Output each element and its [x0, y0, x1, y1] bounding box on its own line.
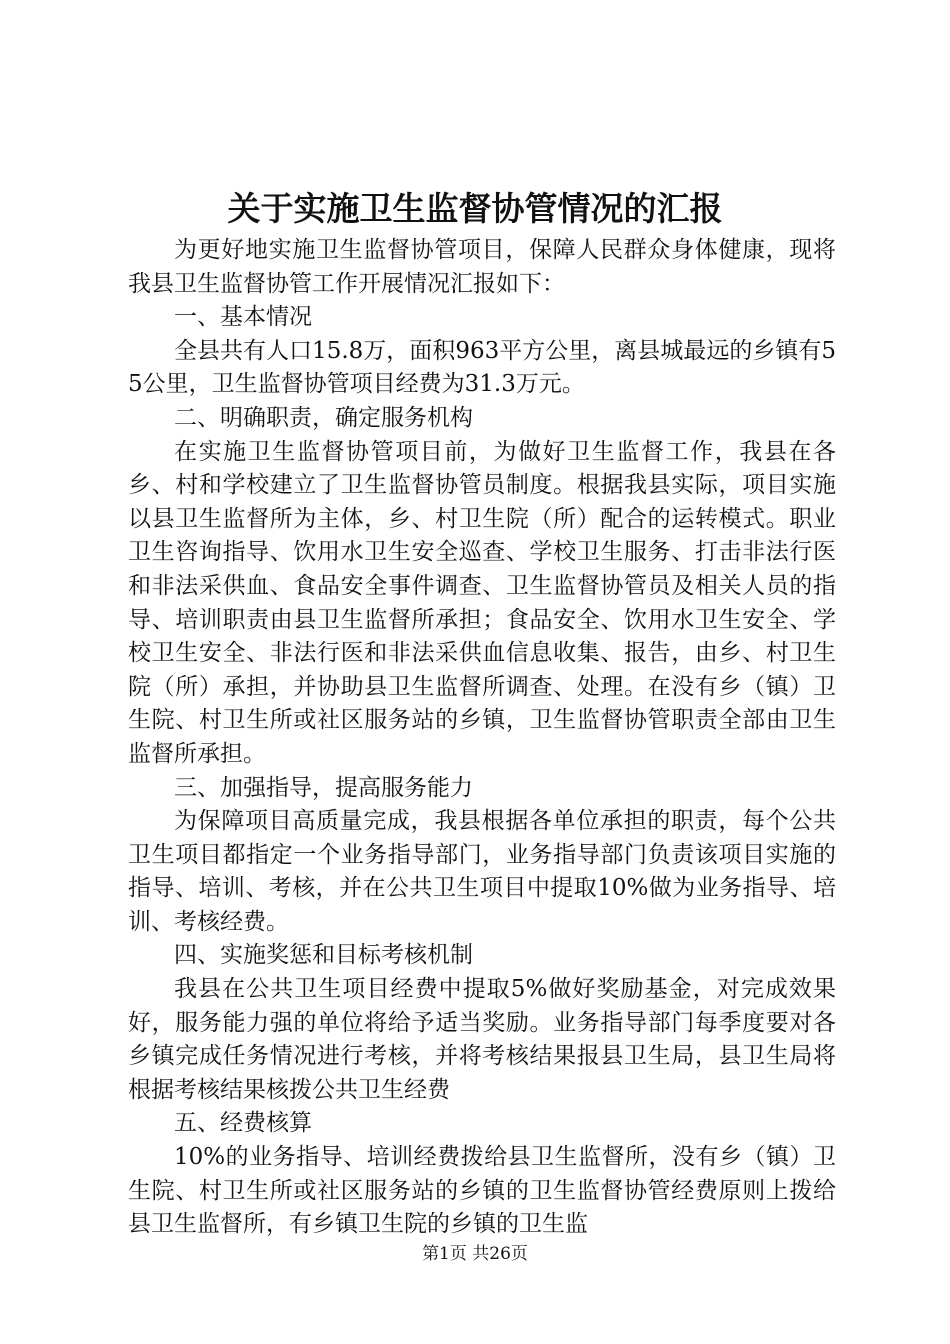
section-heading-3: 三、加强指导，提高服务能力 [174, 774, 473, 801]
document-title: 关于实施卫生监督协管情况的汇报 [227, 189, 723, 228]
page-number-footer: 第1页 共26页 [422, 1244, 528, 1264]
paragraph-guidance: 为保障项目高质量完成，我县根据各单位承担的职责，每个公共卫生项目都指定一个业务指导部门，业务指导部门负责该项目实施的指导、培训、考核，并在公共卫生项目中提取10%做为业务指导、培训、考核经费。 [128, 808, 836, 935]
section-heading-2: 二、明确职责，确定服务机构 [174, 404, 473, 431]
section-heading-1: 一、基本情况 [174, 304, 312, 331]
section-heading-5: 五、经费核算 [174, 1110, 312, 1137]
paragraph-basic-info: 全县共有人口15.8万，面积963平方公里，离县城最远的乡镇有55公里，卫生监督协管项目经费为31.3万元。 [128, 337, 836, 398]
document-body [128, 234, 836, 1242]
section-heading-4: 四、实施奖惩和目标考核机制 [174, 942, 473, 969]
paragraph-intro: 为更好地实施卫生监督协管项目，保障人民群众身体健康，现将我县卫生监督协管工作开展情况汇报如下： [128, 237, 836, 297]
paragraph-duties: 在实施卫生监督协管项目前，为做好卫生监督工作，我县在各乡、村和学校建立了卫生监督协管员制度。根据我县实际，项目实施以县卫生监督所为主体，乡、村卫生院（所）配合的运转模式。职业卫生咨询指导、饮用水卫生安全巡查、学校卫生服务、打击非法行医和非法采供血、食品安全事件调查、卫生监督协管员及相关人员的指导、培训职责由县卫生监督所承担；食品安全、饮用水卫生安全、学校卫生安全、非法行医和非法采供血信息收集、报告，由乡、村卫生院（所）承担，并协助县卫生监督所调查、处理。在没有乡（镇）卫生院、村卫生所或社区服务站的乡镇，卫生监督协管职责全部由卫生监督所承担。 [128, 438, 836, 767]
paragraph-incentives: 我县在公共卫生项目经费中提取5%做好奖励基金，对完成效果好，服务能力强的单位将给予适当奖励。业务指导部门每季度要对各乡镇完成任务情况进行考核，并将考核结果报县卫生局，县卫生局将根据考核结果核拨公共卫生经费 [128, 976, 836, 1103]
paragraph-funding: 10%的业务指导、培训经费拨给县卫生监督所，没有乡（镇）卫生院、村卫生所或社区服务站的乡镇的卫生监督协管经费原则上拨给县卫生监督所，有乡镇卫生院的乡镇的卫生监 [128, 1144, 836, 1238]
